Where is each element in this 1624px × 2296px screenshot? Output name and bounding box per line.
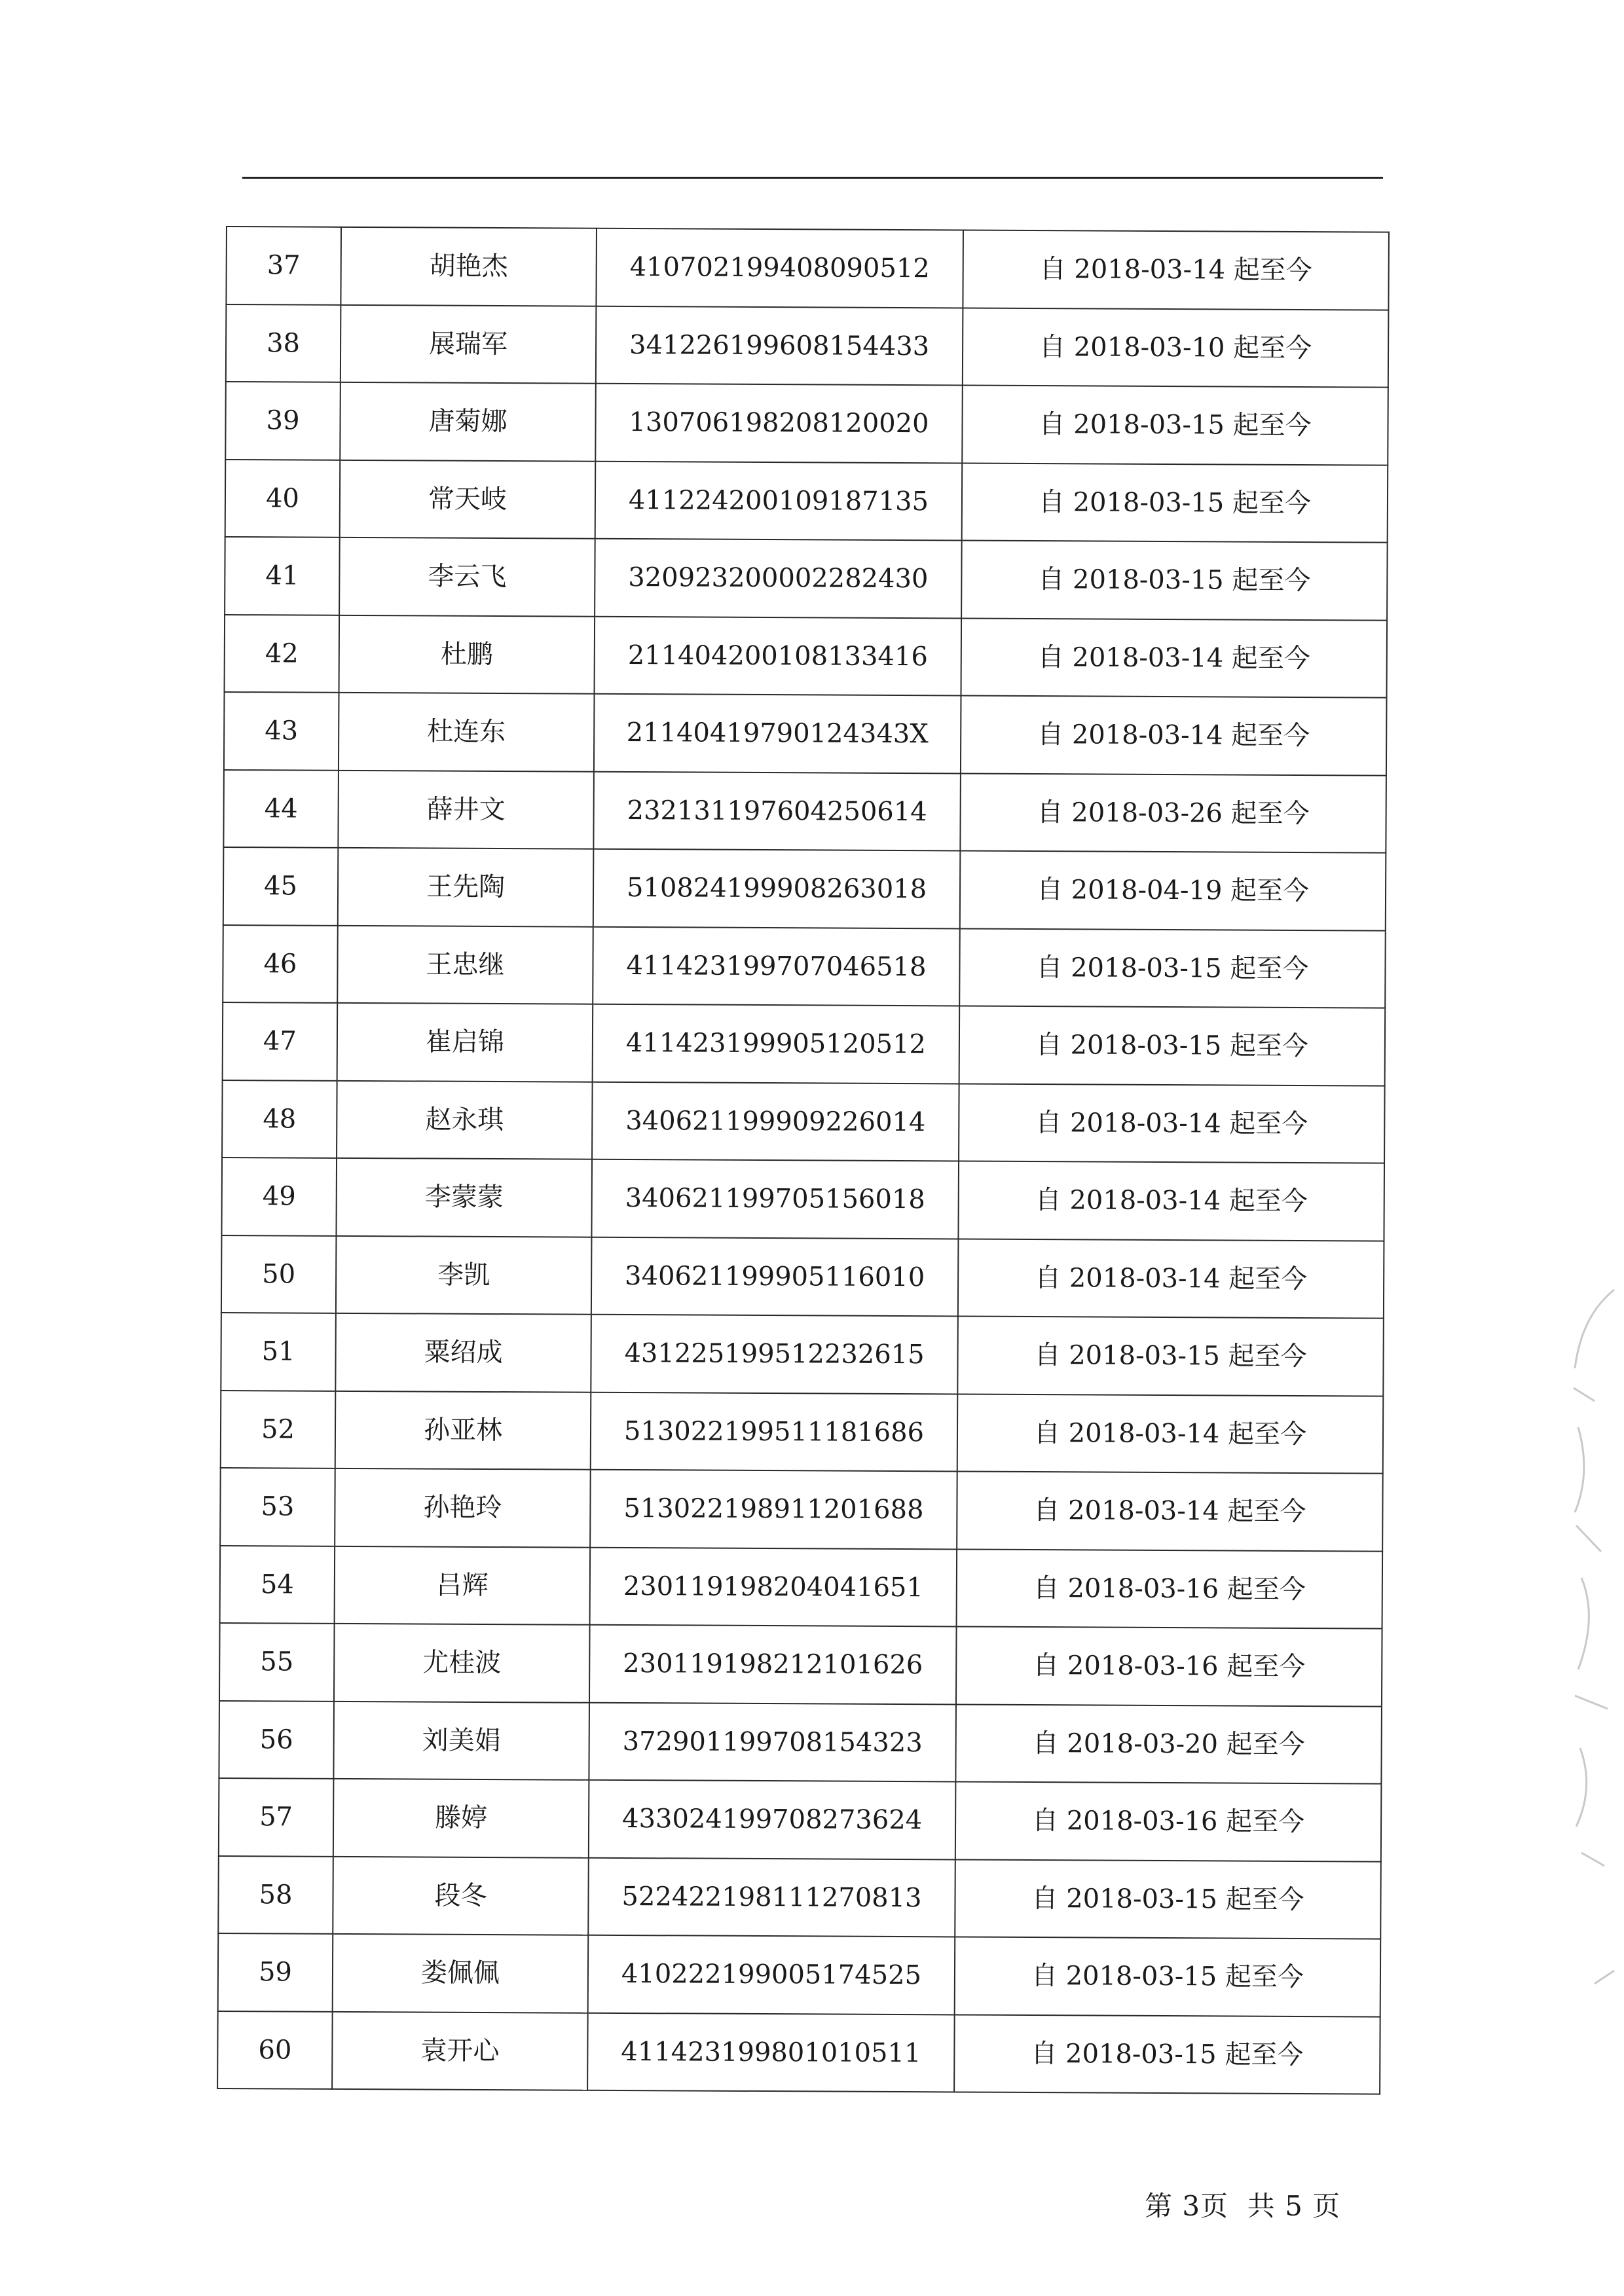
- id-number: 411423199801010511: [587, 2013, 955, 2092]
- row-number: 47: [223, 1002, 338, 1080]
- row-number: 41: [225, 537, 340, 615]
- id-number: 230119198204041651: [590, 1547, 957, 1626]
- employee-name: 展瑞军: [341, 304, 597, 383]
- id-number: 320923200002282430: [595, 539, 962, 618]
- employment-period: 自 2018-03-10 起至今: [963, 308, 1389, 388]
- employment-period: 自 2018-03-14 起至今: [963, 230, 1389, 310]
- row-number: 56: [219, 1700, 334, 1778]
- id-number: 411224200109187135: [595, 461, 963, 540]
- id-number: 411423199905120512: [593, 1004, 960, 1084]
- row-number: 46: [223, 924, 338, 1002]
- employment-period: 自 2018-03-15 起至今: [962, 385, 1388, 465]
- row-number: 37: [226, 227, 341, 304]
- row-number: 59: [218, 1933, 333, 2011]
- id-number: 340621199909226014: [592, 1082, 959, 1161]
- id-number: 510824199908263018: [593, 849, 961, 928]
- employment-period: 自 2018-03-16 起至今: [957, 1549, 1383, 1629]
- employment-period: 自 2018-03-14 起至今: [959, 1084, 1385, 1163]
- employment-period: 自 2018-03-14 起至今: [957, 1471, 1383, 1551]
- employment-period: 自 2018-03-15 起至今: [961, 540, 1388, 620]
- employment-period: 自 2018-03-14 起至今: [958, 1161, 1384, 1241]
- employee-name: 崔启锦: [337, 1003, 593, 1082]
- employee-name: 袁开心: [332, 2011, 588, 2090]
- row-number: 49: [221, 1157, 337, 1235]
- table-row: [226, 227, 1389, 310]
- table-row: [225, 460, 1388, 543]
- page-footer: [1145, 2185, 1340, 2224]
- roster-body: [217, 227, 1389, 2094]
- id-number: 372901199708154323: [589, 1702, 956, 1781]
- table-row: [225, 537, 1388, 620]
- employment-period: 自 2018-03-14 起至今: [961, 618, 1388, 698]
- table-row: [223, 1002, 1386, 1085]
- employee-name: 尤桂波: [334, 1624, 590, 1702]
- employment-period: 自 2018-03-15 起至今: [959, 1006, 1386, 1085]
- table-row: [225, 382, 1388, 465]
- row-number: 51: [221, 1313, 336, 1391]
- id-number: 433024199708273624: [589, 1780, 956, 1859]
- row-number: 50: [221, 1235, 337, 1313]
- row-number: 55: [219, 1623, 335, 1701]
- employment-period: 自 2018-03-14 起至今: [958, 1239, 1384, 1319]
- table-row: [224, 692, 1387, 775]
- employee-name: 吕辉: [335, 1546, 591, 1624]
- id-number: 513022198911201688: [590, 1470, 957, 1549]
- employee-name: 李蒙蒙: [336, 1158, 592, 1237]
- employee-name: 段冬: [333, 1856, 589, 1935]
- employment-period: 自 2018-03-14 起至今: [961, 695, 1387, 775]
- table-row: [219, 1778, 1382, 1861]
- header-rule: [242, 177, 1383, 179]
- table-row: [226, 304, 1389, 388]
- employment-period: 自 2018-03-15 起至今: [955, 1937, 1381, 2016]
- row-number: 52: [221, 1390, 336, 1468]
- table-row: [221, 1313, 1384, 1396]
- row-number: 43: [224, 692, 339, 770]
- employee-name: 赵永琪: [337, 1080, 593, 1159]
- employee-name: 孙亚林: [335, 1391, 591, 1469]
- employment-period: 自 2018-03-15 起至今: [962, 463, 1388, 543]
- row-number: 44: [223, 769, 339, 847]
- employment-period: 自 2018-03-15 起至今: [957, 1316, 1384, 1396]
- id-number: 411423199707046518: [593, 926, 960, 1006]
- employee-name: 王忠继: [337, 925, 593, 1004]
- table-row: [223, 847, 1386, 930]
- roster-table: [217, 226, 1390, 2095]
- table-row: [223, 924, 1386, 1008]
- employment-period: 自 2018-03-15 起至今: [955, 1859, 1381, 1939]
- id-number: 21140419790124343X: [594, 694, 961, 773]
- row-number: 38: [226, 304, 341, 382]
- row-number: 40: [225, 460, 341, 538]
- employee-name: 王先陶: [338, 848, 594, 926]
- table-row: [221, 1390, 1384, 1473]
- employee-name: 李云飞: [339, 538, 595, 616]
- employee-name: 粟绍成: [335, 1313, 591, 1392]
- id-number: 341226199608154433: [596, 306, 963, 385]
- page-number: 第 3页: [1145, 2190, 1229, 2222]
- table-row: [219, 1623, 1382, 1706]
- id-number: 340621199705156018: [591, 1159, 959, 1239]
- employee-name: 娄佩佩: [333, 1934, 589, 2013]
- employment-period: 自 2018-04-19 起至今: [960, 850, 1386, 930]
- employee-name: 常天岐: [340, 460, 596, 538]
- table-row: [220, 1545, 1383, 1628]
- row-number: 57: [219, 1778, 334, 1856]
- id-number: 340621199905116010: [591, 1237, 959, 1316]
- id-number: 410702199408090512: [596, 228, 963, 308]
- table-row: [219, 1700, 1382, 1783]
- table-row: [218, 1933, 1381, 2016]
- id-number: 130706198208120020: [595, 384, 963, 463]
- page-total: 共 5 页: [1247, 2190, 1341, 2222]
- employment-period: 自 2018-03-20 起至今: [955, 1704, 1382, 1784]
- seal-fragment: [1568, 1277, 1621, 1997]
- employee-name: 杜鹏: [339, 615, 595, 693]
- employment-period: 自 2018-03-16 起至今: [956, 1626, 1382, 1706]
- table-row: [221, 1235, 1384, 1318]
- table-row: [217, 2011, 1380, 2094]
- table-row: [223, 769, 1386, 852]
- table-row: [218, 1855, 1381, 1939]
- table-row: [225, 614, 1388, 697]
- row-number: 45: [223, 847, 339, 925]
- id-number: 211404200108133416: [595, 616, 962, 695]
- employee-name: 胡艳杰: [341, 227, 597, 306]
- row-number: 39: [225, 382, 341, 460]
- employment-period: 自 2018-03-26 起至今: [960, 773, 1386, 853]
- employee-name: 薛井文: [338, 770, 594, 848]
- id-number: 522422198111270813: [588, 1857, 955, 1937]
- employment-period: 自 2018-03-15 起至今: [959, 928, 1386, 1008]
- employee-name: 刘美娟: [333, 1701, 589, 1779]
- employee-name: 杜连东: [339, 693, 595, 771]
- employment-period: 自 2018-03-14 起至今: [957, 1394, 1384, 1474]
- row-number: 53: [220, 1468, 335, 1546]
- employment-period: 自 2018-03-16 起至今: [955, 1781, 1382, 1861]
- row-number: 60: [217, 2011, 333, 2088]
- id-number: 232131197604250614: [593, 771, 961, 850]
- row-number: 48: [222, 1080, 337, 1157]
- employment-period: 自 2018-03-15 起至今: [954, 2014, 1380, 2094]
- employee-name: 孙艳玲: [335, 1468, 591, 1547]
- id-number: 230119198212101626: [589, 1625, 957, 1704]
- employee-name: 滕婷: [333, 1779, 589, 1857]
- employee-name: 唐菊娜: [340, 382, 596, 461]
- row-number: 54: [220, 1545, 335, 1623]
- row-number: 58: [218, 1855, 333, 1933]
- id-number: 410222199005174525: [588, 1935, 955, 2014]
- employee-name: 李凯: [336, 1235, 592, 1314]
- id-number: 431225199512232615: [591, 1315, 958, 1394]
- table-row: [221, 1157, 1384, 1241]
- id-number: 513022199511181686: [591, 1392, 958, 1471]
- table-row: [220, 1468, 1383, 1551]
- table-row: [222, 1080, 1385, 1163]
- row-number: 42: [225, 614, 340, 692]
